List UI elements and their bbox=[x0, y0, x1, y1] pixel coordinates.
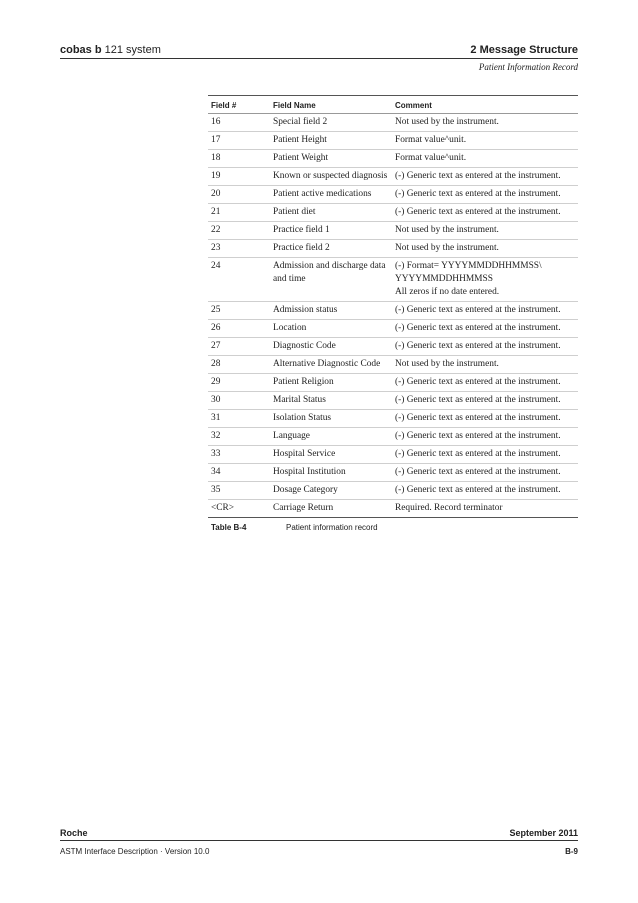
cell-field-number: 33 bbox=[211, 449, 221, 459]
cell-comment: Format value^unit. bbox=[395, 153, 467, 163]
cell-field-name: Patient Weight bbox=[273, 153, 329, 163]
cell-field-number: 23 bbox=[211, 243, 221, 253]
table-row bbox=[208, 410, 578, 428]
cell-field-number: 27 bbox=[211, 341, 221, 351]
footer-document-title: ASTM Interface Description · Version 10.0 bbox=[60, 847, 210, 856]
cell-field-number: 28 bbox=[211, 359, 221, 369]
cell-field-name: Hospital Institution bbox=[273, 467, 346, 477]
footer-rule bbox=[60, 840, 578, 841]
table-row bbox=[208, 150, 578, 168]
table-row bbox=[208, 204, 578, 222]
cell-field-name: Patient Religion bbox=[273, 377, 334, 387]
product-name-bold: cobas b bbox=[60, 44, 102, 56]
cell-comment: (-) Generic text as entered at the instrument. bbox=[395, 341, 561, 351]
cell-field-name: Alternative Diagnostic Code bbox=[273, 359, 381, 369]
table-row bbox=[208, 168, 578, 186]
cell-field-number: 32 bbox=[211, 431, 221, 441]
table-row bbox=[208, 114, 578, 132]
cell-field-number: 30 bbox=[211, 395, 221, 405]
cell-field-name: Dosage Category bbox=[273, 485, 338, 495]
cell-field-number: 24 bbox=[211, 261, 221, 271]
cell-field-name: Hospital Service bbox=[273, 449, 336, 459]
table-row bbox=[208, 464, 578, 482]
footer-page-number: B-9 bbox=[565, 847, 578, 856]
column-header-field-number: Field # bbox=[211, 101, 237, 110]
cell-comment: (-) Format= YYYYMMDDHHMMSS\ YYYYMMDDHHMMSS All zeros if no date entered. bbox=[395, 261, 542, 297]
table-row bbox=[208, 320, 578, 338]
table-row bbox=[208, 338, 578, 356]
cell-comment: (-) Generic text as entered at the instrument. bbox=[395, 171, 561, 181]
cell-comment: (-) Generic text as entered at the instrument. bbox=[395, 377, 561, 387]
table-caption bbox=[208, 523, 578, 532]
table-row bbox=[208, 258, 578, 302]
table-row bbox=[208, 186, 578, 204]
cell-field-name: Patient Height bbox=[273, 135, 327, 145]
cell-field-number: 19 bbox=[211, 171, 221, 181]
cell-comment: (-) Generic text as entered at the instrument. bbox=[395, 413, 561, 423]
running-header-subsection: Patient Information Record bbox=[478, 62, 578, 72]
table-row bbox=[208, 428, 578, 446]
table-row bbox=[208, 240, 578, 258]
cell-field-name: Special field 2 bbox=[273, 117, 328, 127]
cell-field-name: Practice field 1 bbox=[273, 225, 330, 235]
cell-comment: (-) Generic text as entered at the instrument. bbox=[395, 323, 561, 333]
cell-field-name: Admission status bbox=[273, 305, 338, 315]
cell-field-number: 26 bbox=[211, 323, 221, 333]
cell-field-name: Admission and discharge data and time bbox=[273, 261, 386, 284]
cell-field-name: Practice field 2 bbox=[273, 243, 330, 253]
cell-field-number: 18 bbox=[211, 153, 221, 163]
cell-comment: (-) Generic text as entered at the instrument. bbox=[395, 305, 561, 315]
table-row bbox=[208, 482, 578, 500]
product-name-rest: 121 system bbox=[101, 44, 161, 56]
cell-field-name: Known or suspected diagnosis bbox=[273, 171, 388, 181]
cell-field-number: <CR> bbox=[211, 503, 235, 513]
cell-comment: (-) Generic text as entered at the instrument. bbox=[395, 189, 561, 199]
table-row bbox=[208, 302, 578, 320]
cell-comment: Not used by the instrument. bbox=[395, 225, 499, 235]
footer-date: September 2011 bbox=[509, 828, 578, 838]
cell-field-number: 20 bbox=[211, 189, 221, 199]
table-row bbox=[208, 356, 578, 374]
cell-comment: Not used by the instrument. bbox=[395, 117, 499, 127]
table-row bbox=[208, 392, 578, 410]
cell-field-name: Patient diet bbox=[273, 207, 316, 217]
table-row bbox=[208, 446, 578, 464]
table-body bbox=[208, 114, 578, 518]
cell-comment: (-) Generic text as entered at the instrument. bbox=[395, 449, 561, 459]
table-row bbox=[208, 132, 578, 150]
cell-field-name: Language bbox=[273, 431, 310, 441]
cell-field-name: Carriage Return bbox=[273, 503, 334, 513]
cell-comment: (-) Generic text as entered at the instrument. bbox=[395, 431, 561, 441]
patient-info-table bbox=[208, 95, 578, 532]
cell-comment: Format value^unit. bbox=[395, 135, 467, 145]
table-row bbox=[208, 500, 578, 518]
table-row bbox=[208, 222, 578, 240]
running-header-section: 2 Message Structure bbox=[470, 44, 578, 56]
cell-comment: (-) Generic text as entered at the instrument. bbox=[395, 467, 561, 477]
cell-comment: (-) Generic text as entered at the instrument. bbox=[395, 207, 561, 217]
cell-comment: Required. Record terminator bbox=[395, 503, 503, 513]
cell-field-name: Isolation Status bbox=[273, 413, 332, 423]
table-caption-label: Table B-4 bbox=[211, 523, 247, 532]
cell-field-name: Location bbox=[273, 323, 307, 333]
header-rule bbox=[60, 58, 578, 59]
table-caption-text: Patient information record bbox=[286, 523, 378, 532]
column-header-comment: Comment bbox=[395, 101, 432, 110]
cell-field-number: 29 bbox=[211, 377, 221, 387]
cell-comment: Not used by the instrument. bbox=[395, 243, 499, 253]
cell-field-number: 31 bbox=[211, 413, 221, 423]
cell-field-number: 35 bbox=[211, 485, 221, 495]
cell-field-name: Marital Status bbox=[273, 395, 326, 405]
running-header-product bbox=[60, 44, 161, 56]
cell-field-number: 21 bbox=[211, 207, 221, 217]
cell-comment: (-) Generic text as entered at the instrument. bbox=[395, 485, 561, 495]
table-row bbox=[208, 374, 578, 392]
cell-comment: Not used by the instrument. bbox=[395, 359, 499, 369]
cell-field-number: 25 bbox=[211, 305, 221, 315]
column-header-field-name: Field Name bbox=[273, 101, 316, 110]
cell-field-name: Diagnostic Code bbox=[273, 341, 336, 351]
table-header-row bbox=[208, 96, 578, 114]
cell-comment: (-) Generic text as entered at the instrument. bbox=[395, 395, 561, 405]
cell-field-number: 17 bbox=[211, 135, 221, 145]
cell-field-number: 34 bbox=[211, 467, 221, 477]
cell-field-name: Patient active medications bbox=[273, 189, 372, 199]
cell-field-number: 22 bbox=[211, 225, 221, 235]
cell-field-number: 16 bbox=[211, 117, 221, 127]
footer-company: Roche bbox=[60, 828, 88, 838]
